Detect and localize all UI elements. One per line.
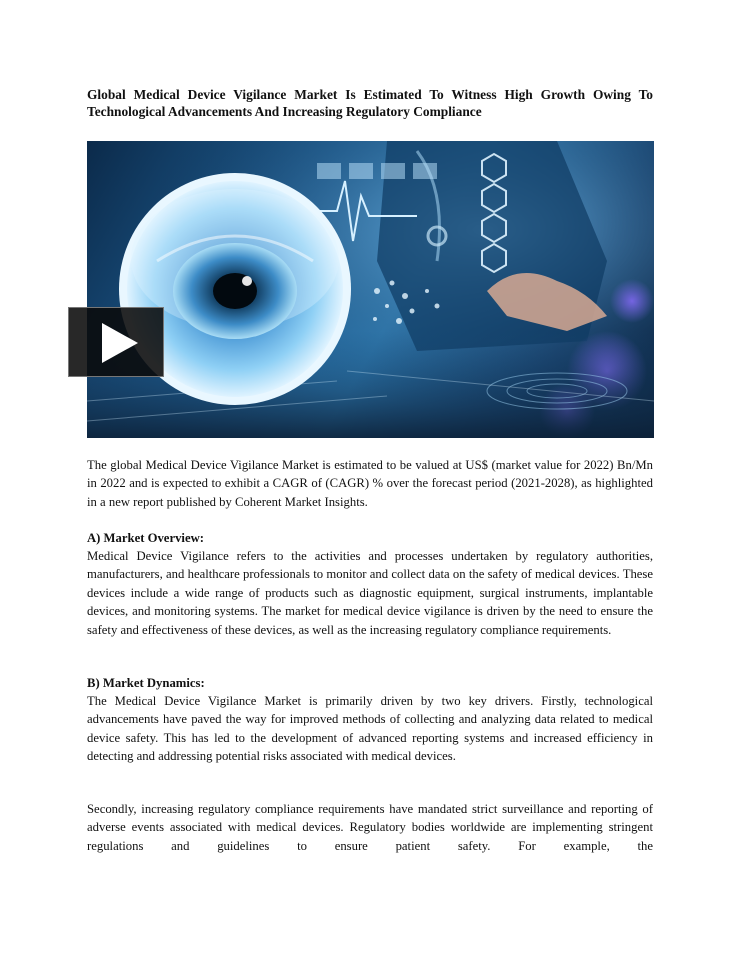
section-b-paragraph-2: Secondly, increasing regulatory compliance requirements have mandated strict surveillance and reporting of adverse events associated with medical devices. Regulatory bodies worldwide are implementing stringent regulations and guidelines to ensure patient safety. For example, the — [87, 802, 653, 853]
section-a-paragraph: Medical Device Vigilance refers to the activities and processes undertaken by regulatory authorities, manufacturers, and healthcare professionals to monitor and collect data on the safety of medical devices. These devices include a wide range of products such as diagnostic equipment, surgical instruments, implantable devices, and monitoring systems. The market for medical device vigilance is driven by the need to ensure the safety and effectiveness of these devices, as well as the increasing regulatory compliance requirements. — [87, 549, 653, 637]
intro-paragraph: The global Medical Device Vigilance Market is estimated to be valued at US$ (market value for 2022) Bn/Mn in 2022 and is expected to exhibit a CAGR of (CAGR) % over the forecast period (2021-2028), as highlighted in a new report published by Coherent Market Insights. — [87, 458, 653, 509]
section-b-heading: B) Market Dynamics: — [87, 676, 205, 690]
eye-camera-medical-tech-image — [87, 141, 654, 438]
section-a-heading: A) Market Overview: — [87, 531, 204, 545]
document-title: Global Medical Device Vigilance Market Is Estimated To Witness High Growth Owing To Technological Advancements And Increasing Regulatory Compliance — [87, 87, 653, 119]
video-play-button[interactable] — [68, 307, 164, 377]
hero-image — [87, 141, 654, 438]
section-b-paragraph: The Medical Device Vigilance Market is primarily driven by two key drivers. Firstly, technological advancements have paved the way for improved methods of collecting and analyzing data related to medical device safety. This has led to the development of advanced reporting systems and increased efficiency in detecting and addressing potential risks associated with medical devices. — [87, 694, 653, 764]
play-icon — [102, 323, 138, 363]
